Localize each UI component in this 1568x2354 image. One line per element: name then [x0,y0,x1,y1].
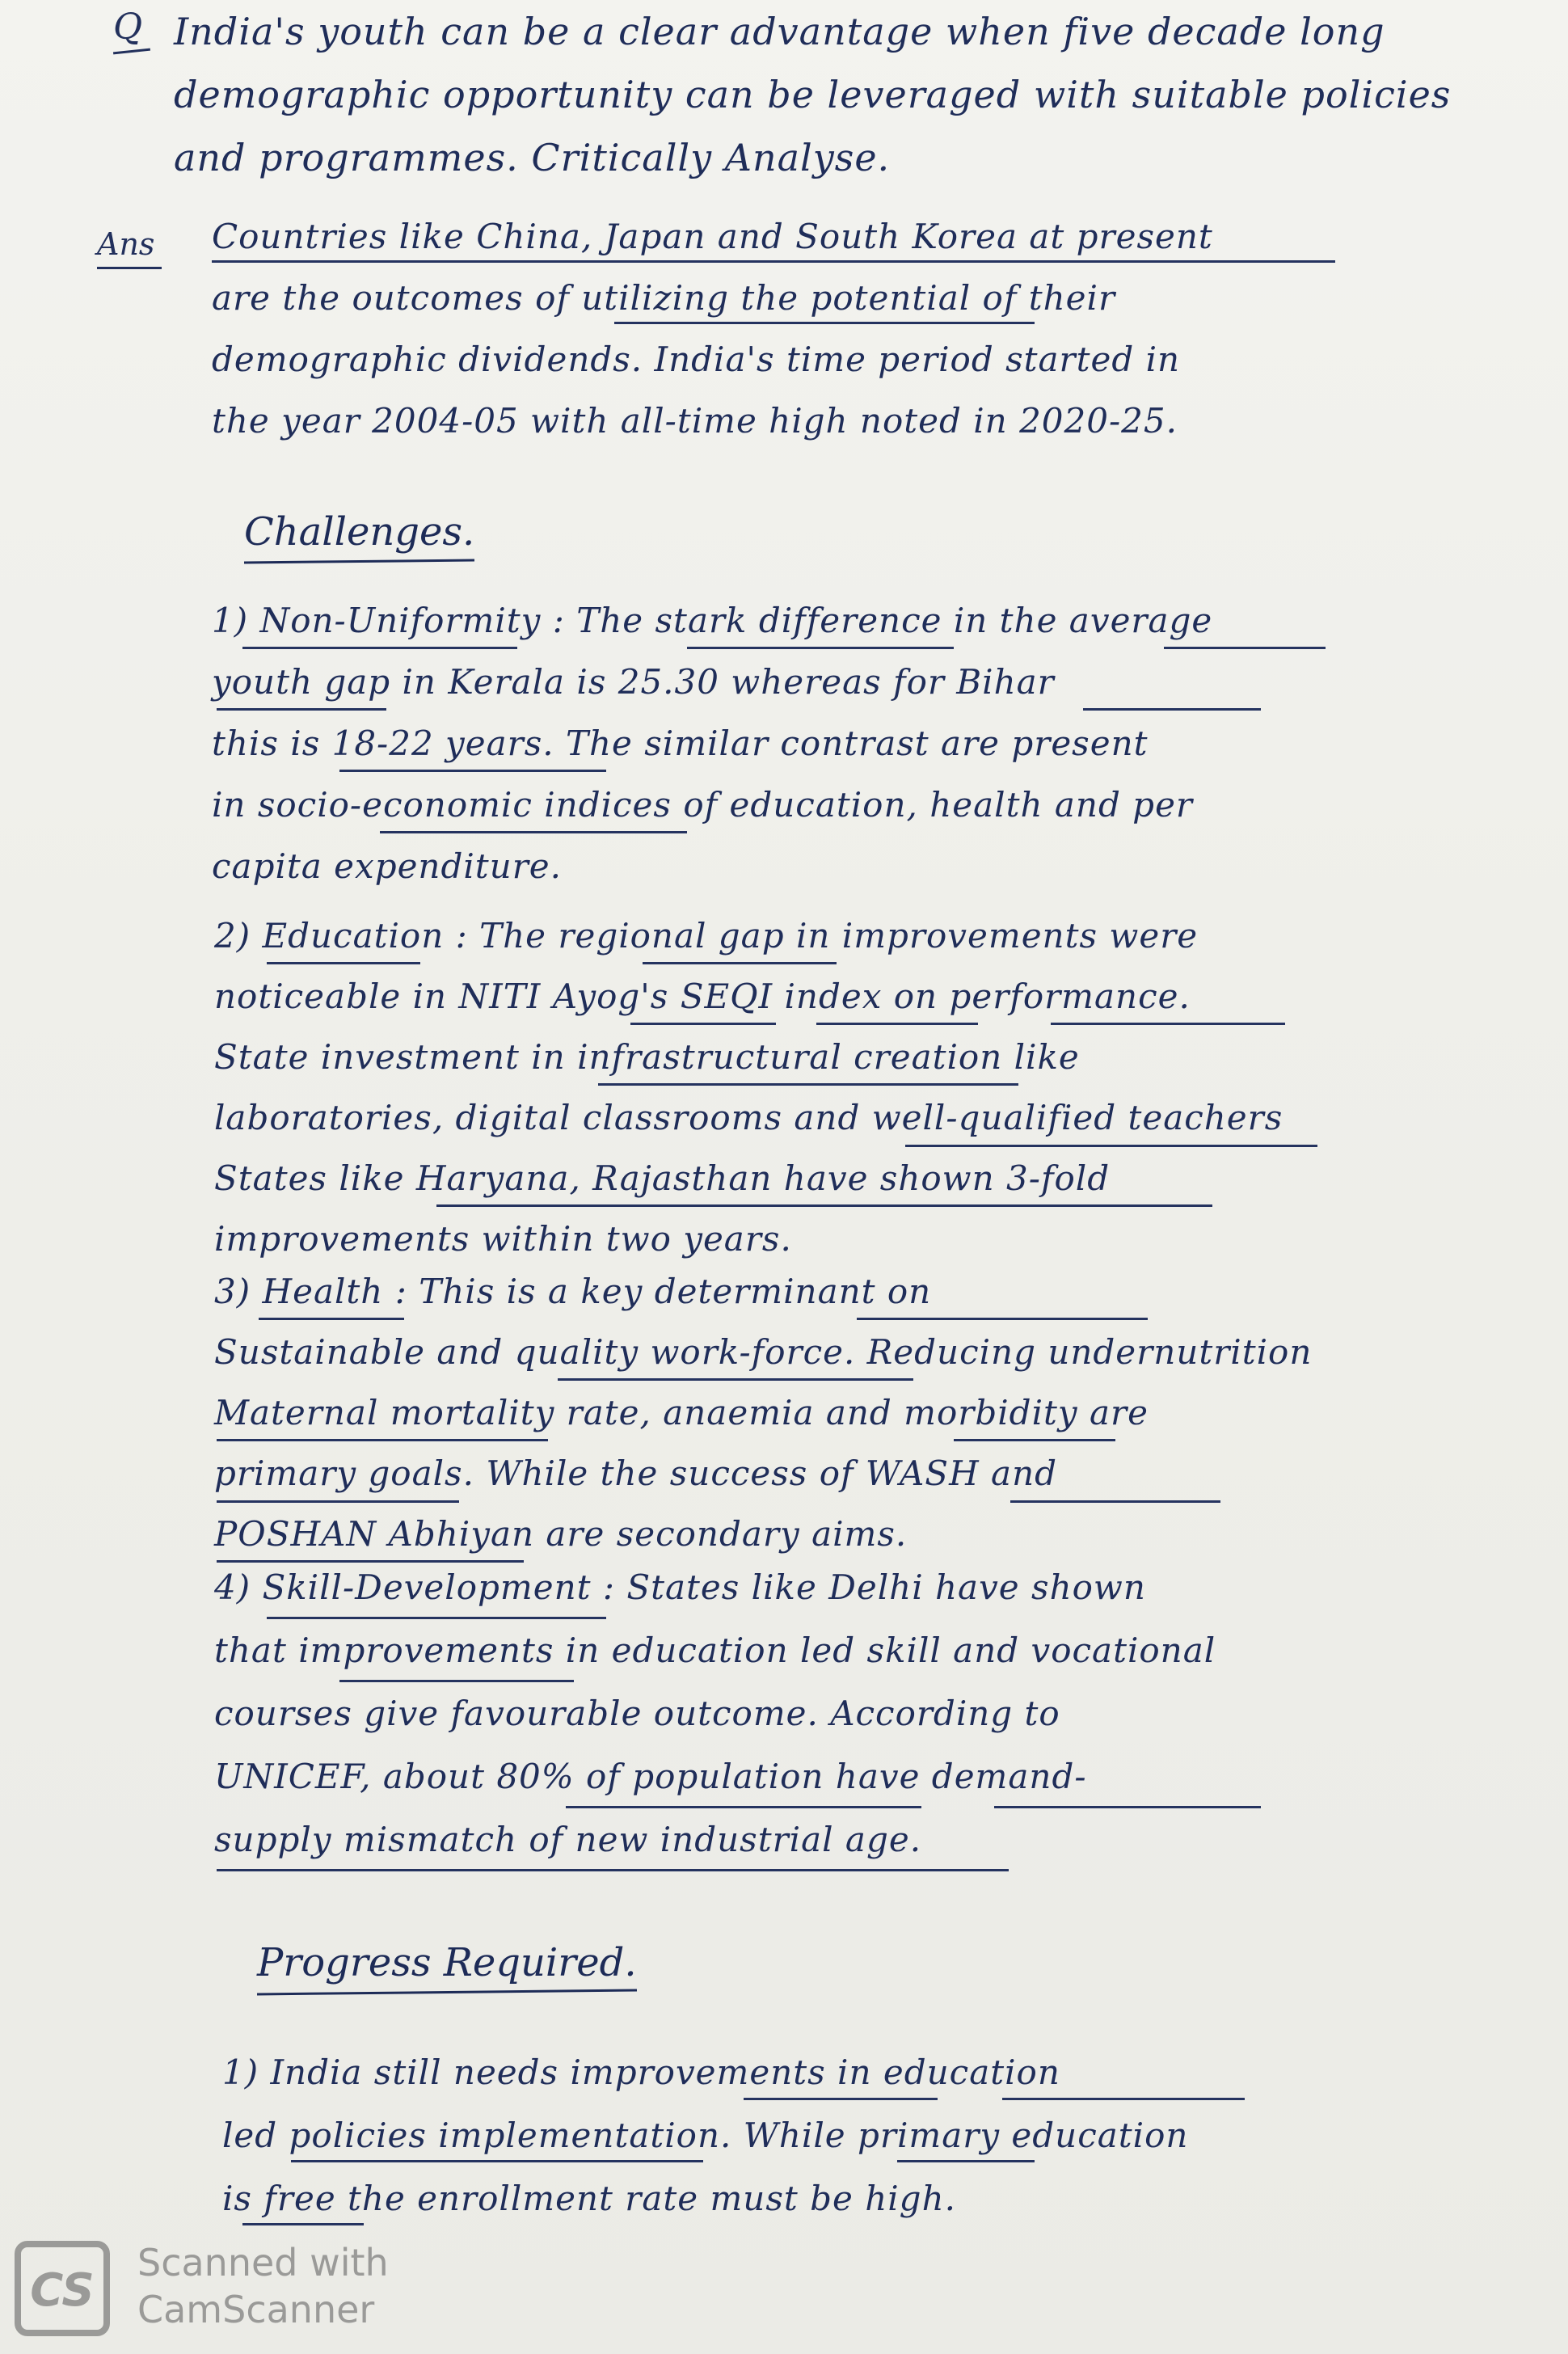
answer-label-underline [97,267,162,269]
scanned-with-watermark [137,2239,542,2333]
intro-paragraph [212,206,1359,452]
item-line: UNICEF, about 80% of population have demand- [214,1757,1087,1796]
underline [1010,1500,1220,1503]
underline [242,2223,364,2225]
progress-item [222,2041,1354,2230]
intro-line: Countries like China, Japan and South Korea at present [212,217,1213,256]
item-line: this is 18-22 years. The similar contrast are present [212,723,1149,763]
underline [291,2160,703,2162]
item-line: Maternal mortality rate, anaemia and morbidity are [214,1393,1149,1432]
item-line: Sustainable and quality work-force. Reducing undernutrition [214,1332,1313,1372]
item-line: States like Haryana, Rajasthan have shown 3-fold [214,1158,1111,1198]
underline [897,2160,1035,2162]
intro-line: are the outcomes of utilizing the potential of their [212,278,1116,318]
underline [217,1439,548,1441]
underline [267,962,420,964]
challenge-item-non-uniformity [212,590,1368,897]
item-line: 1) India still needs improvements in education [222,2052,1060,2092]
item-line: 4) Skill-Development : States like Delhi have shown [214,1567,1146,1607]
underline [217,1500,459,1503]
underline [630,1023,776,1025]
item-line: youth gap in Kerala is 25.30 whereas for Bihar [212,662,1055,702]
watermark-line: CamScanner [137,2288,375,2331]
progress-heading: Progress Required. [257,1940,637,1985]
item-line: State investment in infrastructural creation like [214,1037,1080,1077]
challenges-heading: Challenges. [244,509,475,555]
question-marker: Q [113,6,143,48]
item-line: 3) Health : This is a key determinant on [214,1272,932,1311]
underline [380,831,687,833]
item-line: POSHAN Abhiyan are secondary aims. [214,1514,908,1554]
underline [217,708,386,711]
underline [212,260,1335,263]
underline [905,1145,1317,1147]
camscanner-logo-icon [15,2241,110,2336]
item-line: is free the enrollment rate must be high. [222,2179,956,2218]
item-line: 1) Non-Uniformity : The stark difference in the average [212,601,1213,640]
item-line: primary goals. While the success of WASH and [214,1453,1058,1493]
item-line: courses give favourable outcome. According to [214,1694,1060,1733]
item-line: noticeable in NITI Ayog's SEQI index on performance. [214,977,1191,1016]
underline [643,962,837,964]
underline [242,647,517,649]
underline [436,1204,1212,1207]
watermark-line: Scanned with [137,2241,389,2284]
item-line: supply mismatch of new industrial age. [214,1820,922,1859]
question-marker-underline [113,49,150,55]
underline [598,1083,1018,1086]
underline [816,1023,978,1025]
underline [954,1439,1115,1441]
underline [994,1806,1261,1808]
underline [744,2098,938,2100]
item-line: capita expenditure. [212,846,563,886]
underline [558,1378,913,1381]
underline [1051,1023,1285,1025]
intro-line: the year 2004-05 with all-time high noted in 2020-25. [212,401,1178,441]
item-line: that improvements in education led skill and vocational [214,1631,1216,1670]
challenge-item-skill-development [214,1556,1370,1871]
item-line: laboratories, digital classrooms and well-qualified teachers [214,1098,1283,1137]
intro-line: demographic dividends. India's time period started in [212,340,1181,379]
item-line: in socio-economic indices of education, health and per [212,785,1194,825]
underline [614,322,1035,324]
logo-text: CS [30,2264,95,2317]
underline [339,770,606,772]
underline [339,1680,574,1682]
item-line: led policies implementation. While primary education [222,2116,1189,2155]
underline [687,647,954,649]
underline [267,1617,606,1619]
underline [566,1806,921,1808]
item-line: improvements within two years. [214,1219,792,1259]
question-text: India's youth can be a clear advantage when five decade long demographic opportunity can be leveraged with suitable policies and programmes. Critically Analyse. [174,10,1452,179]
underline [1002,2098,1245,2100]
underline [1164,647,1326,649]
item-line: 2) Education : The regional gap in improvements were [214,916,1199,956]
challenge-item-health [214,1261,1370,1564]
underline [217,1869,1009,1871]
challenge-item-education [214,905,1370,1269]
underline [1083,708,1261,711]
underline [857,1318,1148,1320]
answer-label: Ans [97,226,155,262]
underline [259,1318,404,1320]
